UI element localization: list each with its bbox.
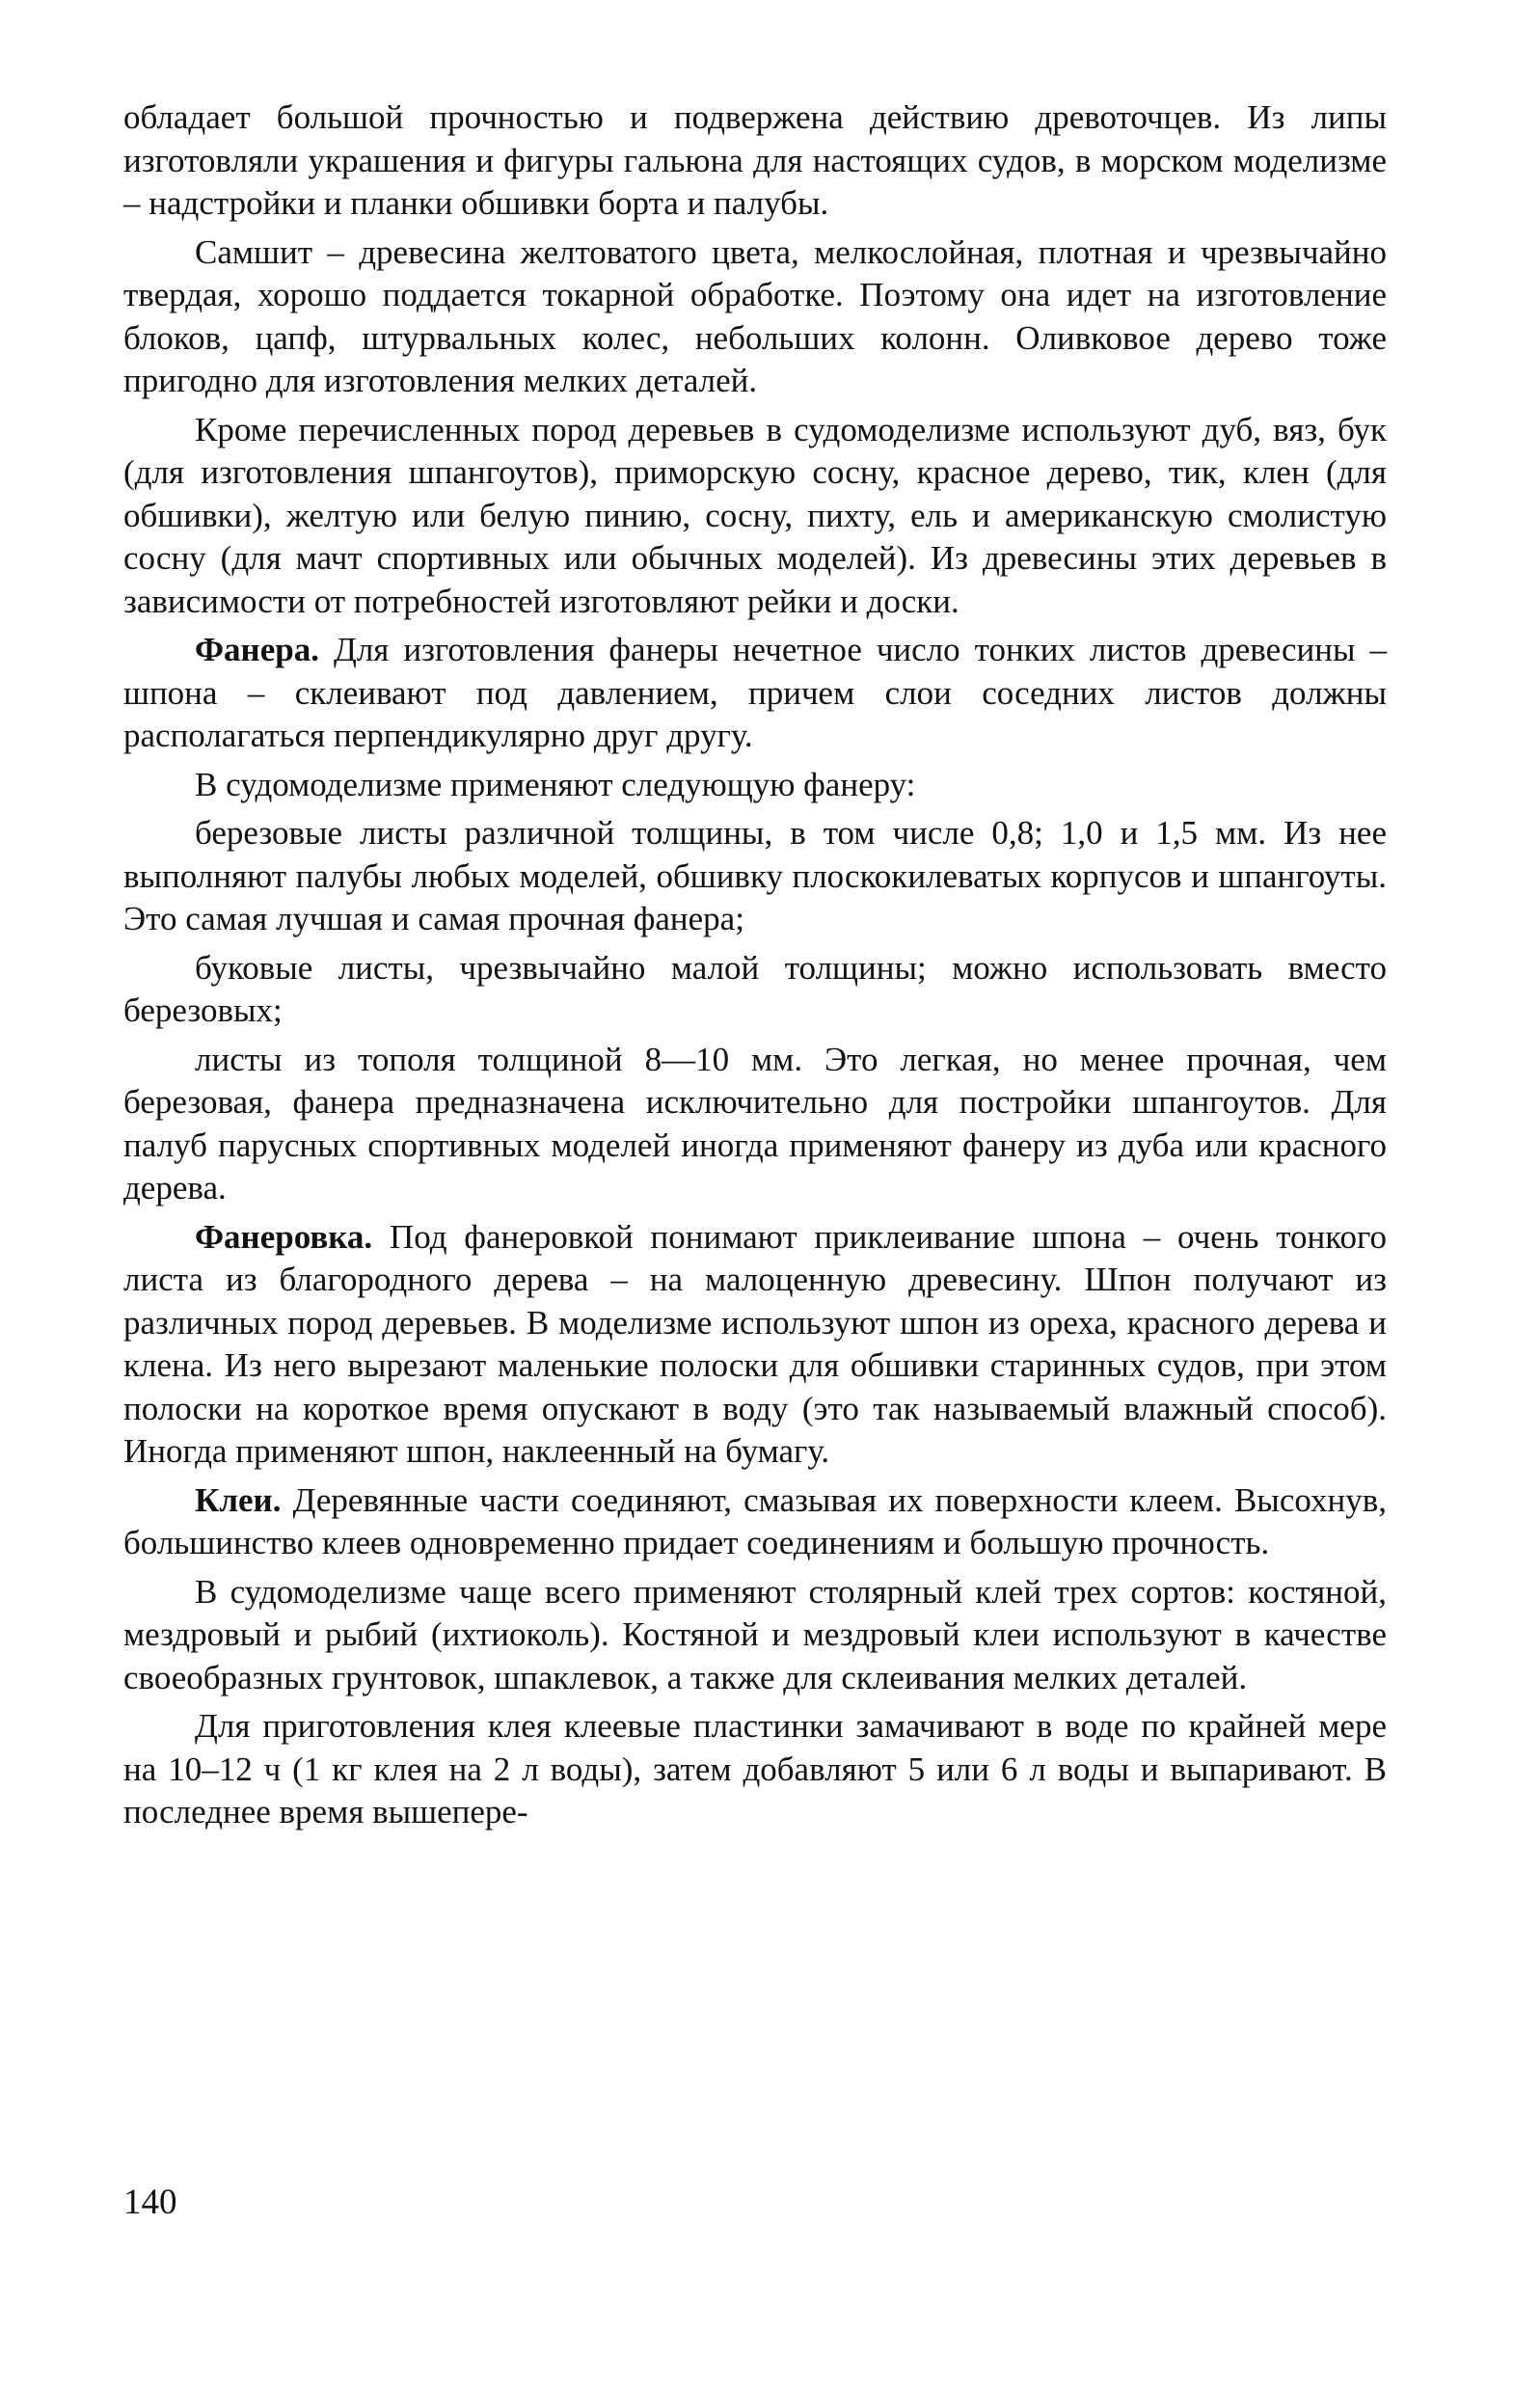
paragraph-text: В судомоделизме применяют следующую фанеру:: [195, 765, 916, 803]
section-lead-plywood: Фанера.: [195, 631, 319, 668]
paragraph-glue-preparation: [123, 1705, 1387, 1834]
section-lead-glues: Клеи.: [195, 1480, 282, 1519]
paragraph-plywood: [123, 629, 1387, 758]
list-item-birch: [123, 812, 1387, 941]
body-text: [123, 96, 1387, 1837]
list-item-beech: [123, 947, 1387, 1033]
paragraph-text: В судомоделизме чаще всего применяют столярный клей трех сортов: костяной, мездровый и рыбий (ихтиоколь). Костяной и мездровый клеи используют в качестве своеобразных грунтовок, шпаклевок, а также для склеивания мелких деталей.: [123, 1572, 1387, 1696]
page-number: 140: [123, 2183, 177, 2222]
paragraph-other-woods: [123, 409, 1387, 624]
paragraph-veneering: [123, 1216, 1387, 1474]
list-item-poplar: [123, 1039, 1387, 1210]
paragraph-text: листы из тополя толщиной 8—10 мм. Это легкая, но менее прочная, чем березовая, фанера предназначена исключительно для постройки шпангоутов. Для палуб парусных спортивных моделей иногда применяют фанеру из дуба или красного дерева.: [123, 1040, 1387, 1207]
paragraph-text: Для приготовления клея клеевые пластинки замачивают в воде по крайней мере на 10–12 ч (1 кг клея на 2 л воды), затем добавляют 5 или 6 л воды и выпаривают. В последнее время вышепере-: [123, 1707, 1387, 1831]
paragraph-linden-continuation: [123, 96, 1387, 226]
paragraph-text: Самшит – древесина желтоватого цвета, мелкослойная, плотная и чрезвычайно твердая, хорошо поддается токарной обработке. Поэтому она идет на изготовление блоков, цапф, штурвальных колес, небольших колонн. Оливковое дерево тоже пригодно для изготовления мелких деталей.: [123, 232, 1387, 399]
paragraph-text: березовые листы различной толщины, в том числе 0,8; 1,0 и 1,5 мм. Из нее выполняют палубы любых моделей, обшивку плоскокилеватых корпусов и шпангоуты. Это самая лучшая и самая прочная фанера;: [123, 814, 1387, 937]
paragraph-glue-types: [123, 1571, 1387, 1700]
paragraph-boxwood: [123, 231, 1387, 403]
paragraph-plywood-intro: [123, 764, 1387, 807]
paragraph-text: Под фанеровкой понимают приклеивание шпона – очень тонкого листа из благородного дерева – на малоценную древесину. Шпон получают из различных пород деревьев. В моделизме используют шпон из ореха, красного дерева и клена. Из него вырезают маленькие полоски для обшивки старинных судов, при этом полоски на короткое время опускают в воду (это так называемый влажный способ). Иногда применяют шпон, наклеенный на бумагу.: [123, 1217, 1387, 1470]
paragraph-text: буковые листы, чрезвычайно малой толщины; можно использовать вместо березовых;: [123, 948, 1387, 1029]
paragraph-text: Деревянные части соединяют, смазывая их поверхности клеем. Высохнув, большинство клеев одновременно придает соединениям и большую прочность.: [123, 1480, 1387, 1561]
paragraph-text: Для изготовления фанеры нечетное число тонких листов древесины – шпона – склеивают под давлением, причем слои соседних листов должны располагаться перпендикулярно друг другу.: [123, 631, 1387, 754]
section-lead-veneering: Фанеровка.: [195, 1217, 373, 1256]
paragraph-text: Кроме перечисленных пород деревьев в судомоделизме используют дуб, вяз, бук (для изготовления шпангоутов), приморскую сосну, красное дерево, тик, клен (для обшивки), желтую или белую пинию, сосну, пихту, ель и американскую смолистую сосну (для мачт спортивных или обычных моделей). Из древесины этих деревьев в зависимости от потребностей изготовляют рейки и доски.: [123, 410, 1387, 620]
paragraph-glues: [123, 1479, 1387, 1565]
paragraph-text: обладает большой прочностью и подвержена действию древоточцев. Из липы изготовляли украшения и фигуры гальюна для настоящих судов, в морском моделизме – надстройки и планки обшивки борта и палубы.: [123, 98, 1387, 222]
